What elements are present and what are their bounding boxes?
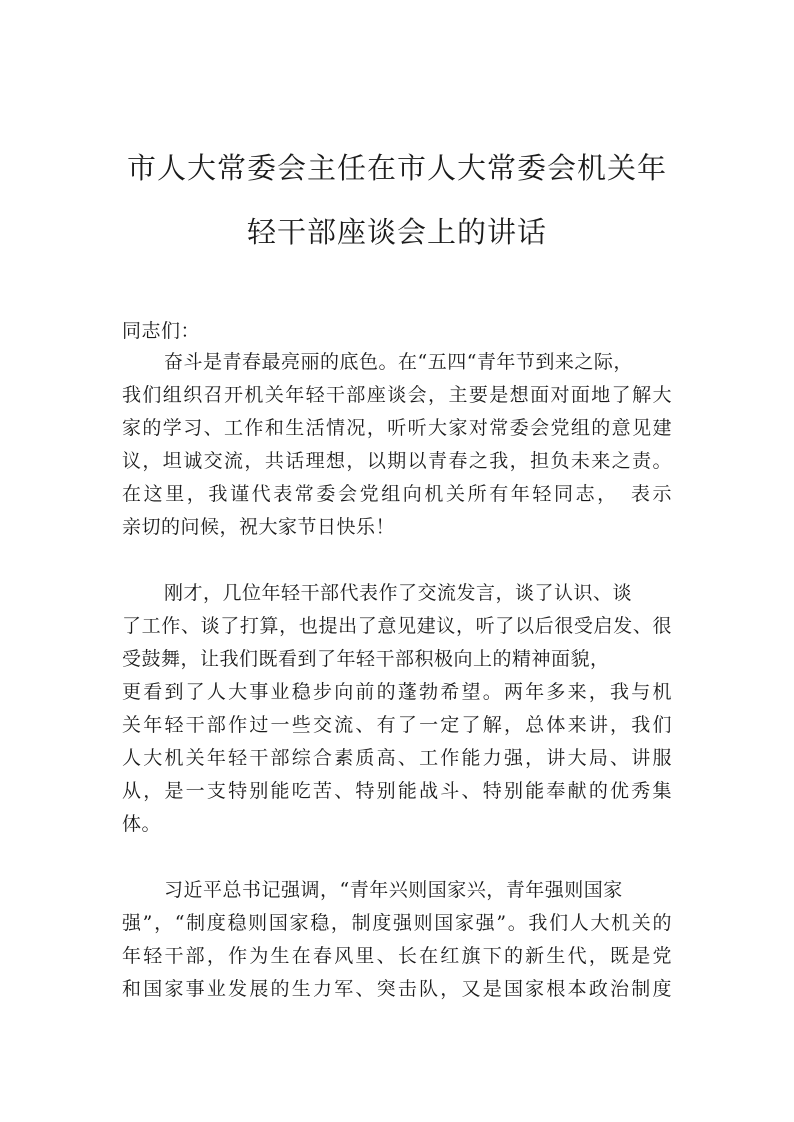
paragraph-line: 我们组织召开机关年轻干部座谈会，主要是想面对面地了解大 xyxy=(122,384,672,406)
title-line-2: 轻干部座谈会上的讲话 xyxy=(246,215,547,249)
paragraph-line: 议，坦诚交流，共话理想，以期以青春之我，担负未来之责。 xyxy=(122,450,672,472)
paragraph-line: 体。 xyxy=(122,813,162,835)
paragraph-line: 在这里，我谨代表常委会党组向机关所有年轻同志， 表示 xyxy=(122,483,672,505)
paragraph-line: 家的学习、工作和生活情况，听听大家对常委会党组的意见建 xyxy=(122,417,672,439)
salutation: 同志们： xyxy=(122,320,201,342)
paragraph-line: 刚才，几位年轻干部代表作了交流发言，谈了认识、谈 xyxy=(164,582,633,604)
paragraph-line: 更看到了人大事业稳步向前的蓬勃希望。两年多来，我与机 xyxy=(122,681,672,703)
paragraph-line: 和国家事业发展的生力军、突击队，又是国家根本政治制度 xyxy=(122,978,672,1000)
paragraph-line: 年轻干部，作为生在春风里、长在红旗下的新生代，既是党 xyxy=(122,945,672,967)
paragraph-line: 亲切的问候，祝大家节日快乐！ xyxy=(122,516,396,538)
paragraph-line: 强”，“制度稳则国家稳，制度强则国家强”。我们人大机关的 xyxy=(122,912,672,934)
paragraph-line: 奋斗是青春最亮丽的底色。在“五四“青年节到来之际， xyxy=(164,351,633,373)
title-line-1: 市人大常委会主任在市人大常委会机关年 xyxy=(126,151,667,185)
paragraph-line: 人大机关年轻干部综合素质高、工作能力强，讲大局、讲服 xyxy=(122,747,672,769)
paragraph-line: 受鼓舞，让我们既看到了年轻干部积极向上的精神面貌， xyxy=(122,648,610,670)
paragraph-line: 了工作、谈了打算，也提出了意见建议，听了以后很受启发、很 xyxy=(122,615,672,637)
paragraph-line: 习近平总书记强调，“青年兴则国家兴，青年强则国家 xyxy=(164,879,623,901)
paragraph-line: 从，是一支特别能吃苦、特别能战斗、特别能奉献的优秀集 xyxy=(122,780,672,802)
paragraph-line: 关年轻干部作过一些交流、有了一定了解，总体来讲，我们 xyxy=(122,714,672,736)
